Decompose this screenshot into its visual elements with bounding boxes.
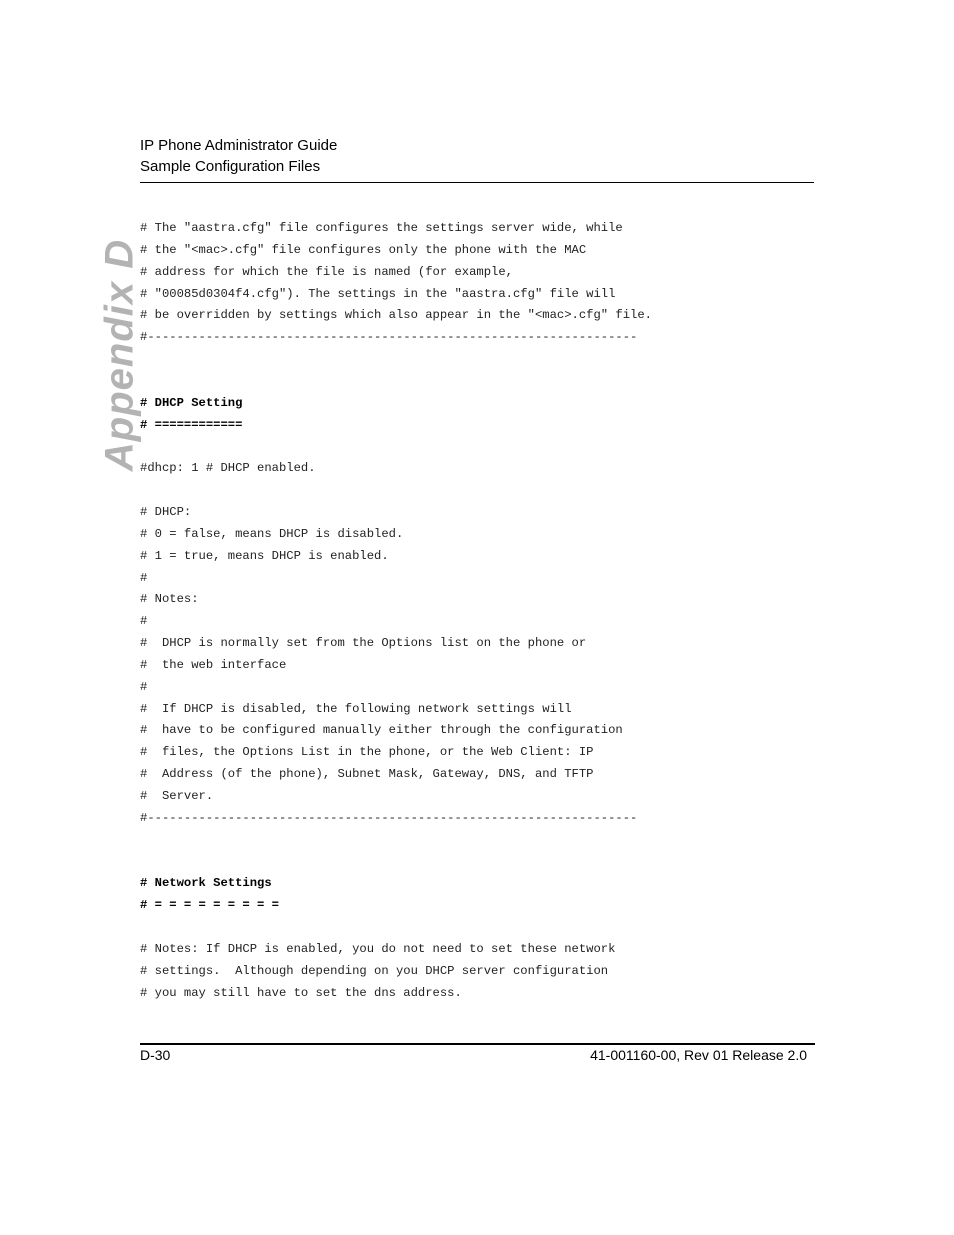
code-line (140, 480, 820, 502)
code-line: # 1 = true, means DHCP is enabled. (140, 548, 389, 563)
document-title: IP Phone Administrator Guide (140, 137, 338, 154)
code-line (140, 349, 820, 371)
code-line: # Address (of the phone), Subnet Mask, Gateway, DNS, and TFTP (140, 767, 594, 782)
code-line: # If DHCP is disabled, the following network settings will (140, 701, 572, 716)
code-line: # 0 = false, means DHCP is disabled. (140, 526, 404, 541)
code-line: # Server. (140, 788, 214, 803)
code-line (140, 851, 820, 873)
code-line: # the "<mac>.cfg" file configures only the phone with the MAC (140, 242, 587, 257)
code-line: # files, the Options List in the phone, or the Web Client: IP (140, 745, 594, 760)
code-line: #------------------------------------------------------------------- (140, 810, 638, 825)
code-line: # The "aastra.cfg" file configures the settings server wide, while (140, 221, 623, 235)
code-line: # address for which the file is named (for example, (140, 264, 513, 279)
code-line: # (140, 570, 148, 585)
code-line (140, 830, 820, 852)
code-line: # DHCP is normally set from the Options list on the phone or (140, 636, 587, 651)
code-line: # be overridden by settings which also appear in the "<mac>.cfg" file. (140, 308, 652, 323)
page-number: D-30 (140, 1047, 171, 1063)
code-line: # Notes: (140, 592, 199, 607)
code-line: # Notes: If DHCP is enabled, you do not need to set these network (140, 941, 616, 956)
code-line: # the web interface (140, 657, 287, 672)
code-line: #------------------------------------------------------------------- (140, 330, 638, 345)
footer-divider (140, 1043, 815, 1045)
code-heading-line: # DHCP Setting (140, 395, 243, 410)
code-line (140, 436, 820, 458)
document-id: 41-001160-00, Rev 01 Release 2.0 (590, 1047, 807, 1063)
code-heading-line: # Network Settings (140, 876, 272, 891)
code-line: # DHCP: (140, 504, 192, 519)
code-line: # settings. Although depending on you DHCP server configuration (140, 963, 609, 978)
code-line (140, 917, 820, 939)
code-line: # you may still have to set the dns address. (140, 985, 462, 1000)
config-code-block (140, 218, 820, 1004)
code-line: # (140, 679, 148, 694)
header-divider (140, 182, 814, 183)
section-title: Sample Configuration Files (140, 158, 321, 175)
code-line: # have to be configured manually either through the configuration (140, 723, 623, 738)
code-line: # (140, 614, 148, 629)
code-line (140, 371, 820, 393)
appendix-side-label: Appendix D (97, 238, 142, 472)
code-heading-line: # ============ (140, 417, 243, 432)
code-line: # "00085d0304f4.cfg"). The settings in the "aastra.cfg" file will (140, 286, 616, 301)
code-line: #dhcp: 1 # DHCP enabled. (140, 461, 316, 476)
page-header (140, 135, 814, 177)
code-heading-line: # = = = = = = = = = (140, 898, 279, 913)
